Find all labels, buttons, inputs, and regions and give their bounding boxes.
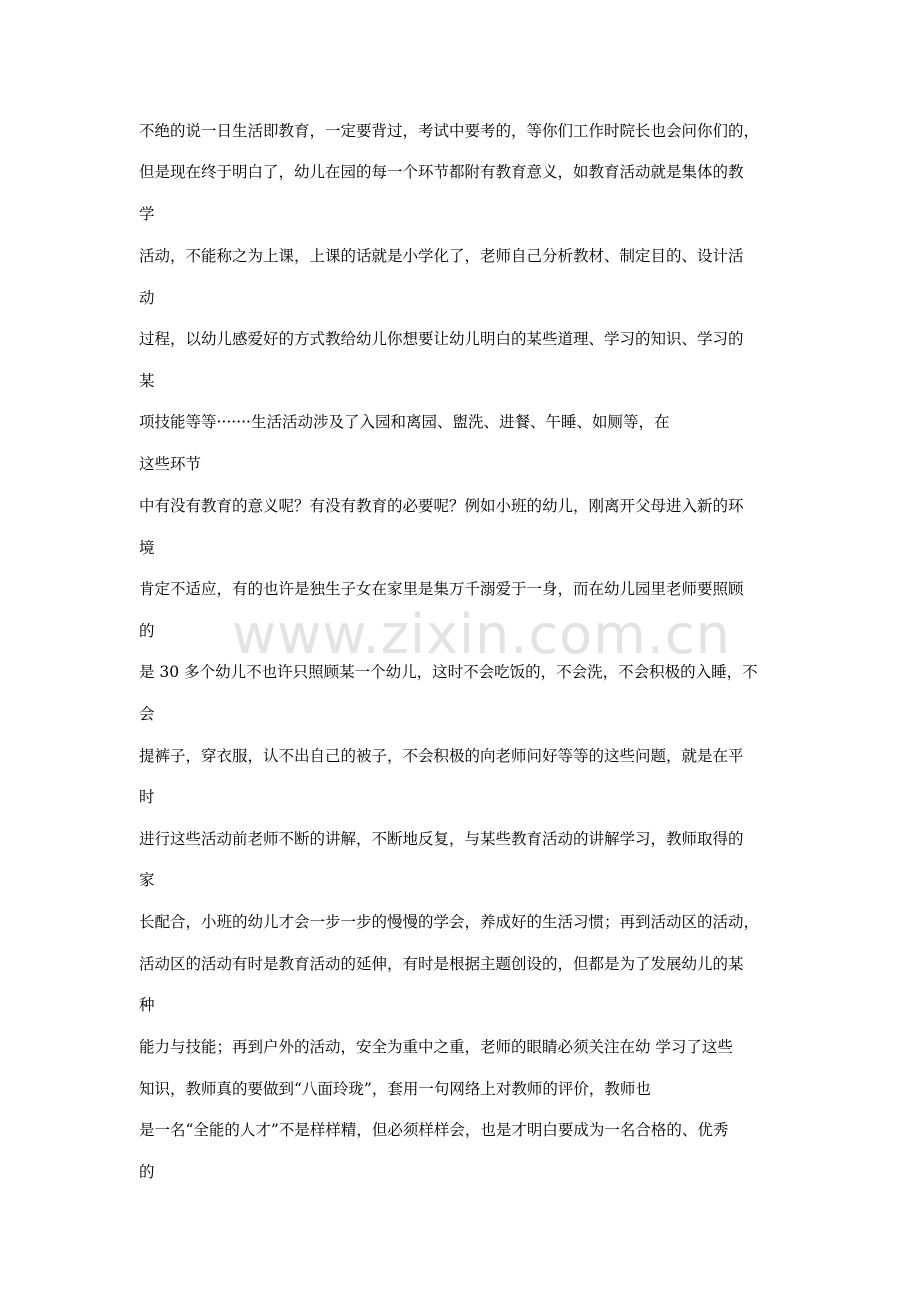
text-line: 动 [139,289,155,307]
text-line: 家 [139,871,155,889]
text-line: 活动，不能称之为上课，上课的话就是小学化了，老师自己分析教材、制定目的、设计活 [139,247,744,265]
text-line: 中有没有教育的意义呢？有没有教育的必要呢？例如小班的幼儿，刚离开父母进入新的环 [139,497,744,515]
text-line: 是 30 多个幼儿不也许只照顾某一个幼儿，这时不会吃饭的，不会洗，不会积极的入睡，不 [139,663,758,681]
text-line: 进行这些活动前老师不断的讲解，不断地反复，与某些教育活动的讲解学习，教师取得的 [139,830,744,848]
text-line: 长配合，小班的幼儿才会一步一步的慢慢的学会，养成好的生活习惯；再到活动区的活动， [139,913,760,931]
text-line: 能力与技能；再到户外的活动，安全为重中之重，老师的眼睛必须关注在幼 学习了这些 [139,1038,733,1056]
text-line: 的 [139,622,155,640]
text-line: 肯定不适应，有的也许是独生子女在家里是集万千溺爱于一身，而在幼儿园里老师要照顾 [139,580,744,598]
text-line: 这些环节 [139,455,202,473]
text-line: 种 [139,996,155,1014]
text-line: 是一名“全能的人才”不是样样精，但必须样样会，也是才明白要成为一名合格的、优秀 [139,1121,729,1139]
text-line: 的 [139,1163,155,1181]
text-line: 不绝的说一日生活即教育，一定要背过，考试中要考的，等你们工作时院长也会问你们的， [139,122,760,140]
text-line: 项技能等等·······生活活动涉及了入园和离园、盥洗、进餐、午睡、如厕等，在 [139,413,670,431]
text-line: 时 [139,788,155,806]
text-line: 境 [139,539,155,557]
text-line: 学 [139,205,155,223]
text-line: 但是现在终于明白了，幼儿在园的每一个环节都附有教育意义，如教育活动就是集体的教 [139,163,744,181]
text-line: 提裤子，穿衣服，认不出自己的被子，不会积极的向老师问好等等的这些问题，就是在平 [139,747,744,765]
text-line: 活动区的活动有时是教育活动的延伸，有时是根据主题创设的，但都是为了发展幼儿的某 [139,955,744,973]
watermark: www.zixin.com.cn [232,603,731,666]
text-line: 过程，以幼儿感爱好的方式教给幼儿你想要让幼儿明白的某些道理、学习的知识、学习的 [139,330,744,348]
text-line: 知识，教师真的要做到“八面玲珑”，套用一句网络上对教师的评价，教师也 [139,1080,651,1098]
text-line: 会 [139,705,155,723]
text-line: 某 [139,372,155,390]
